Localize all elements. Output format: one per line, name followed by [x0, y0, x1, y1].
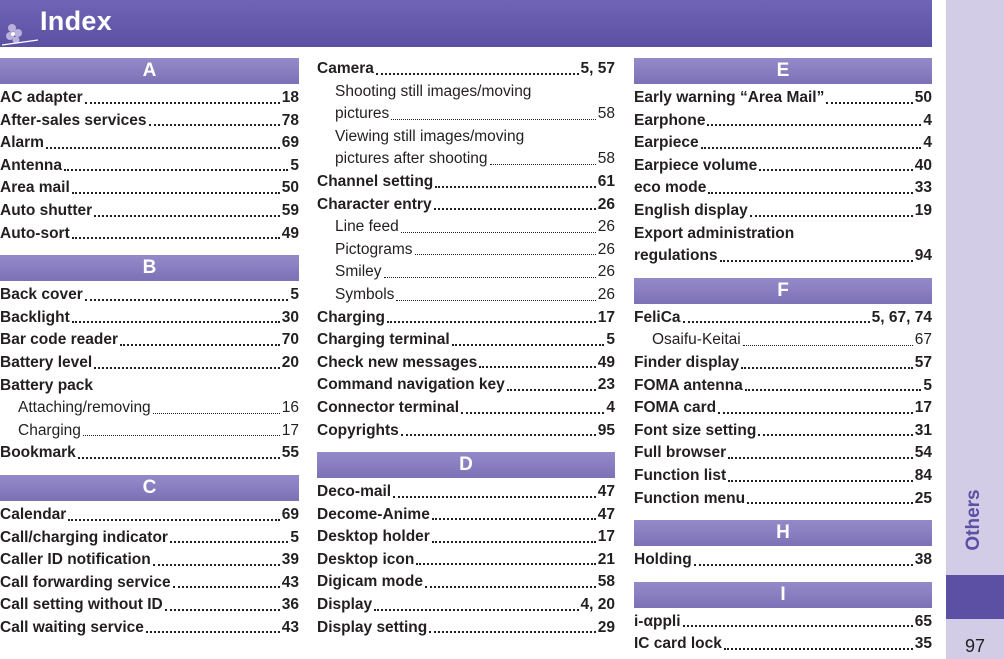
index-entry	[634, 110, 932, 133]
dot-leader	[149, 122, 280, 126]
index-entry	[634, 488, 932, 511]
dot-leader	[401, 432, 596, 436]
entry-term: Connector terminal	[317, 398, 460, 416]
entry-page-number: 5, 57	[580, 60, 615, 77]
entry-term: Call forwarding service	[0, 573, 171, 591]
section-gap	[0, 245, 299, 255]
entry-page-number: 95	[597, 421, 615, 439]
entry-term: Alarm	[0, 134, 44, 152]
entry-page-number: 65	[914, 612, 932, 630]
entry-page-number: 4, 20	[580, 596, 615, 614]
entry-page-number: 69	[281, 505, 299, 523]
entry-page-number: 43	[281, 573, 299, 591]
entry-page-number: 67	[914, 331, 932, 349]
section-letter-header: H	[634, 520, 932, 546]
section-letter-header: E	[634, 58, 932, 84]
entry-page-number: 20	[281, 353, 299, 371]
entry-term: Copyrights	[317, 421, 399, 439]
index-entry	[0, 617, 299, 640]
entry-page-number: 26	[597, 195, 615, 213]
dot-leader	[432, 516, 596, 520]
dot-leader	[120, 342, 280, 346]
entry-term: Calendar	[0, 505, 67, 523]
entry-page-number: 4	[606, 398, 615, 416]
entry-term: Charging	[317, 308, 386, 326]
entry-term: Desktop icon	[317, 550, 415, 568]
entry-term: Backlight	[0, 308, 70, 326]
entry-page-number: 58	[597, 573, 615, 591]
dot-leader	[429, 629, 596, 633]
section-letter-header: F	[634, 278, 932, 304]
entry-term: Font size setting	[634, 421, 757, 439]
entry-term: i-αppli	[634, 612, 681, 630]
entry-page-number: 21	[597, 550, 615, 568]
index-entry	[634, 352, 932, 375]
entry-page-number: 57	[914, 353, 932, 371]
dot-leader	[759, 167, 913, 171]
entry-term: Decome-Anime	[317, 505, 430, 523]
entry-page-number: 49	[597, 353, 615, 371]
entry-term: After-sales services	[0, 111, 147, 129]
index-entry	[317, 58, 615, 81]
entry-term: AC adapter	[0, 89, 83, 106]
dot-leader	[741, 365, 913, 369]
index-entry	[317, 571, 615, 594]
entry-term: Channel setting	[317, 172, 434, 190]
index-entry	[634, 465, 932, 488]
entry-page-number: 47	[597, 505, 615, 523]
index-entry	[317, 194, 615, 217]
index-entry	[317, 420, 615, 443]
index-entry	[0, 87, 299, 110]
entry-term: FOMA antenna	[634, 376, 743, 394]
index-entry	[0, 442, 299, 465]
entry-page-number: 5	[290, 156, 299, 174]
entry-term: Display	[317, 596, 373, 614]
section-tab	[946, 575, 1004, 619]
entry-term: Holding	[634, 551, 692, 569]
index-entry	[317, 307, 615, 330]
page-number: 97	[964, 636, 986, 656]
index-entry	[317, 103, 615, 126]
index-entry	[317, 239, 615, 262]
dot-leader	[683, 623, 913, 627]
entry-term: Smiley	[335, 263, 382, 281]
index-entry	[634, 375, 932, 398]
page-title: Index	[40, 6, 113, 36]
dot-leader	[707, 122, 921, 126]
dot-leader	[750, 213, 913, 217]
entry-term: Early warning “Area Mail”	[634, 89, 825, 106]
dot-leader	[146, 629, 280, 633]
dot-leader	[490, 161, 596, 165]
entry-term: Antenna	[0, 156, 62, 174]
entry-term: Function menu	[634, 489, 746, 507]
entry-page-number: 58	[597, 150, 615, 168]
entry-page-number: 38	[914, 551, 932, 569]
entry-page-number: 33	[914, 179, 932, 197]
index-entry	[317, 549, 615, 572]
entry-term: Area mail	[0, 179, 70, 197]
dot-leader	[434, 206, 596, 210]
index-entry	[317, 329, 615, 352]
index-entry	[634, 200, 932, 223]
dot-leader	[745, 387, 922, 391]
entry-page-number: 5	[606, 331, 615, 349]
entry-page-number: 50	[281, 179, 299, 197]
index-entry	[634, 329, 932, 352]
dot-leader	[720, 258, 913, 262]
index-entry	[0, 155, 299, 178]
entry-page-number: 84	[914, 466, 932, 484]
index-entry	[317, 171, 615, 194]
index-entry	[634, 132, 932, 155]
index-entry	[317, 594, 615, 617]
index-entry	[634, 177, 932, 200]
entry-term: pictures	[335, 105, 390, 123]
dot-leader	[387, 319, 596, 323]
dot-leader	[507, 387, 596, 391]
section-letter-header: B	[0, 255, 299, 281]
dot-leader	[747, 500, 913, 504]
entry-page-number: 5	[290, 528, 299, 546]
index-entry	[0, 504, 299, 527]
dot-leader	[173, 584, 280, 588]
dot-leader	[46, 145, 280, 149]
entry-term: Finder display	[634, 353, 740, 371]
entry-page-number: 26	[597, 263, 615, 281]
entry-term: Deco-mail	[317, 483, 392, 501]
index-entry	[0, 527, 299, 550]
entry-page-number: 5	[290, 286, 299, 304]
entry-term: Earphone	[634, 111, 706, 129]
entry-page-number: 26	[597, 240, 615, 258]
index-entry	[634, 611, 932, 634]
index-entry	[634, 87, 932, 110]
index-entry	[317, 397, 615, 420]
index-entry	[317, 374, 615, 397]
dot-leader	[94, 213, 280, 217]
entry-term: Shooting still images/moving	[335, 82, 532, 100]
entry-term: Charging terminal	[317, 331, 450, 349]
section-gap	[634, 268, 932, 278]
entry-page-number: 69	[281, 134, 299, 152]
entry-term: Battery level	[0, 353, 93, 371]
entry-page-number: 58	[597, 105, 615, 123]
index-entry	[0, 132, 299, 155]
index-entry	[317, 617, 615, 640]
entry-page-number: 47	[597, 483, 615, 501]
dot-leader	[72, 319, 280, 323]
entry-page-number: 17	[597, 528, 615, 546]
entry-term: Auto shutter	[0, 201, 93, 219]
index-entry	[0, 110, 299, 133]
entry-page-number: 59	[281, 201, 299, 219]
entry-term: FeliCa	[634, 308, 681, 326]
entry-page-number: 19	[914, 201, 932, 219]
dot-leader	[435, 184, 595, 188]
entry-page-number: 26	[597, 218, 615, 236]
index-entry	[0, 200, 299, 223]
dot-leader	[83, 432, 280, 436]
entry-page-number: 4	[923, 111, 932, 129]
index-entry	[0, 352, 299, 375]
dot-leader	[718, 410, 913, 414]
dot-leader	[85, 297, 289, 301]
index-entry	[317, 216, 615, 239]
index-entry	[317, 481, 615, 504]
entry-term: Call setting without ID	[0, 596, 163, 614]
dot-leader	[170, 539, 288, 543]
entry-page-number: 49	[281, 224, 299, 242]
dot-leader	[396, 297, 595, 301]
entry-term: Osaifu-Keitai	[652, 331, 741, 349]
section-gap	[317, 442, 615, 452]
dot-leader	[708, 190, 912, 194]
section-letter-header: I	[634, 582, 932, 608]
entry-term: Check new messages	[317, 353, 478, 371]
entry-page-number: 39	[281, 551, 299, 569]
dot-leader	[415, 251, 596, 255]
entry-term: Battery pack	[0, 376, 94, 394]
index-entry	[634, 245, 932, 268]
index-entry	[0, 420, 299, 443]
entry-term: regulations	[634, 247, 718, 265]
index-entry	[0, 284, 299, 307]
entry-term: Command navigation key	[317, 376, 505, 394]
entry-term: Line feed	[335, 218, 399, 236]
section-gap	[634, 572, 932, 582]
entry-term: Display setting	[317, 618, 428, 636]
index-entry	[634, 633, 932, 656]
dot-leader	[425, 584, 596, 588]
index-entry	[634, 223, 932, 246]
entry-page-number: 17	[597, 308, 615, 326]
dot-leader	[165, 607, 280, 611]
dot-leader	[728, 478, 913, 482]
index-entry	[634, 307, 932, 330]
clover-icon	[2, 22, 38, 46]
entry-page-number: 61	[597, 172, 615, 190]
entry-page-number: 70	[281, 331, 299, 349]
entry-page-number: 17	[914, 399, 932, 417]
index-entry	[0, 375, 299, 398]
entry-term: FOMA card	[634, 399, 717, 417]
entry-page-number: 23	[597, 376, 615, 394]
entry-page-number: 78	[281, 111, 299, 129]
entry-page-number: 55	[281, 444, 299, 462]
index-entry	[634, 420, 932, 443]
entry-page-number: 94	[914, 247, 932, 265]
dot-leader	[94, 365, 280, 369]
dot-leader	[728, 455, 913, 459]
index-entry	[0, 223, 299, 246]
entry-term: Caller ID notification	[0, 551, 151, 569]
index-entry	[634, 442, 932, 465]
entry-page-number: 17	[281, 421, 299, 439]
entry-term: Character entry	[317, 195, 432, 213]
index-entry	[0, 307, 299, 330]
section-letter-header: C	[0, 475, 299, 501]
entry-term: Full browser	[634, 444, 727, 462]
dot-leader	[758, 432, 912, 436]
entry-term: Export administration	[634, 224, 795, 242]
index-column-3	[634, 58, 932, 656]
entry-term: Call/charging indicator	[0, 528, 168, 546]
entry-page-number: 50	[914, 89, 932, 106]
entry-page-number: 5	[923, 376, 932, 394]
dot-leader	[72, 235, 280, 239]
entry-page-number: 54	[914, 444, 932, 462]
entry-term: Camera	[317, 60, 374, 77]
index-entry	[0, 177, 299, 200]
entry-page-number: 18	[281, 89, 299, 106]
dot-leader	[72, 190, 280, 194]
dot-leader	[68, 517, 279, 521]
entry-term: Attaching/removing	[18, 399, 151, 417]
index-entry	[0, 549, 299, 572]
dot-leader	[701, 145, 922, 149]
dot-leader	[376, 71, 579, 75]
entry-term: Desktop holder	[317, 528, 430, 546]
entry-term: Pictograms	[335, 240, 413, 258]
index-entry	[317, 284, 615, 307]
page-header	[0, 0, 932, 47]
entry-term: Bar code reader	[0, 331, 119, 349]
entry-term: Earpiece volume	[634, 156, 758, 174]
entry-term: Viewing still images/moving	[335, 127, 525, 145]
section-label-text: Others	[963, 489, 984, 551]
index-entry	[317, 81, 615, 104]
dot-leader	[78, 455, 280, 459]
dot-leader	[393, 494, 596, 498]
entry-term: pictures after shooting	[335, 150, 488, 168]
index-entry	[317, 526, 615, 549]
dot-leader	[683, 319, 870, 323]
dot-leader	[153, 562, 280, 566]
entry-page-number: 16	[281, 399, 299, 417]
index-entry	[634, 549, 932, 572]
entry-page-number: 4	[923, 134, 932, 152]
dot-leader	[743, 342, 913, 346]
dot-leader	[416, 561, 595, 565]
entry-term: Earpiece	[634, 134, 699, 152]
entry-page-number: 35	[914, 635, 932, 653]
section-gap	[0, 465, 299, 475]
dot-leader	[826, 100, 912, 104]
entry-term: Digicam mode	[317, 573, 423, 591]
entry-page-number: 40	[914, 156, 932, 174]
entry-page-number: 26	[597, 285, 615, 303]
index-column-2	[317, 58, 615, 639]
entry-term: English display	[634, 201, 748, 219]
dot-leader	[85, 100, 280, 104]
entry-term: Symbols	[335, 285, 395, 303]
index-entry	[0, 572, 299, 595]
dot-leader	[391, 116, 595, 120]
entry-page-number: 25	[914, 489, 932, 507]
entry-term: Function list	[634, 466, 727, 484]
entry-term: eco mode	[634, 179, 707, 197]
section-letter-header: D	[317, 452, 615, 478]
entry-page-number: 5, 67, 74	[871, 308, 932, 326]
entry-term: IC card lock	[634, 635, 722, 653]
dot-leader	[479, 364, 595, 368]
section-label	[946, 470, 1004, 570]
dot-leader	[461, 410, 604, 414]
entry-page-number: 43	[281, 618, 299, 636]
dot-leader	[401, 229, 596, 233]
dot-leader	[724, 646, 913, 650]
entry-term: Call waiting service	[0, 618, 144, 636]
section-letter-header: A	[0, 58, 299, 84]
entry-page-number: 29	[597, 618, 615, 636]
index-entry	[317, 504, 615, 527]
index-entry	[634, 397, 932, 420]
index-entry	[317, 126, 615, 149]
entry-term: Back cover	[0, 286, 83, 304]
index-entry	[317, 261, 615, 284]
entry-page-number: 31	[914, 421, 932, 439]
dot-leader	[64, 167, 288, 171]
entry-term: Bookmark	[0, 444, 76, 462]
dot-leader	[384, 274, 596, 278]
index-column-1	[0, 58, 299, 639]
index-entry	[634, 155, 932, 178]
entry-page-number: 36	[281, 596, 299, 614]
entry-page-number: 30	[281, 308, 299, 326]
section-gap	[634, 510, 932, 520]
index-entry	[317, 352, 615, 375]
dot-leader	[374, 607, 578, 611]
index-entry	[0, 397, 299, 420]
entry-term: Auto-sort	[0, 224, 70, 242]
dot-leader	[432, 539, 596, 543]
dot-leader	[694, 562, 913, 566]
index-entry	[317, 148, 615, 171]
entry-term: Charging	[18, 421, 81, 439]
dot-leader	[452, 342, 605, 346]
index-entry	[0, 594, 299, 617]
dot-leader	[153, 410, 280, 414]
index-entry	[0, 329, 299, 352]
